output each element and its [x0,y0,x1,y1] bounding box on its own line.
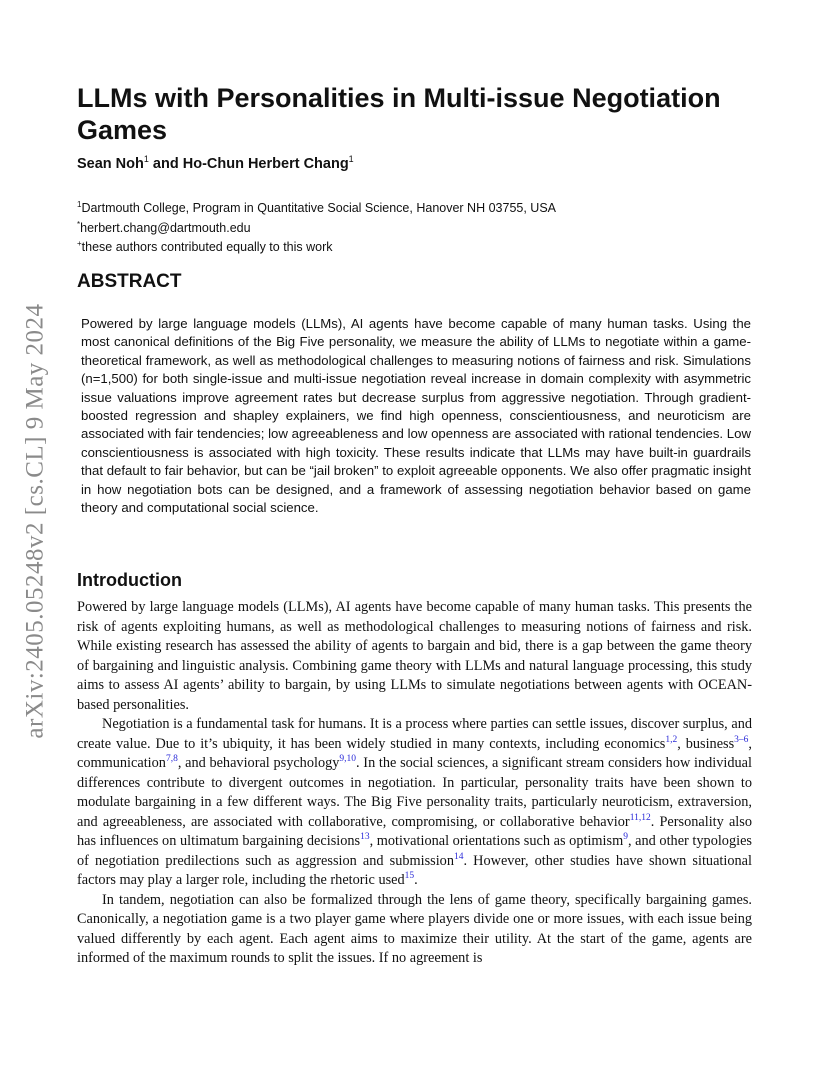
citation-link[interactable]: 14 [453,851,464,862]
citation-link[interactable]: 9 [623,832,628,843]
paragraph-1: Powered by large language models (LLMs), AI agents have become capable of many human tasks. This presents the risk of agents exploiting humans, as well as methodological challenges to measuring notions of fairness and risk. While existing research has assessed the ability of agents to bargain and bid, there is a gap between the game theory of bargaining and linguistic analysis. Combining game theory with LLMs and natural language processing, this study aims to assess AI agents’ ability to bargain, by using LLMs to simulate negotiations between agents with OCEAN-based personalities. [77,599,752,713]
paragraph-2-text: . Personality also has influences on ultimatum bargaining decisions [77,813,752,849]
affiliation-mark: + [77,239,82,249]
abstract-heading: ABSTRACT [77,271,182,292]
equal-contribution-text: these authors contributed equally to this work [81,240,333,255]
affiliation-mark: 1 [77,200,82,209]
author-name: Ho-Chun Herbert Chang [182,155,349,172]
paragraph-2-text: , motivational orientations such as optimism [369,833,624,849]
citation-link[interactable]: 9,10 [339,754,357,765]
affiliations [77,197,757,256]
citation-link[interactable]: 7,8 [165,754,178,765]
arxiv-identifier: arXiv:2405.05248v2 [cs.CL] 9 May 2024 [22,303,49,739]
affiliation-text: Dartmouth College, Program in Quantitative Social Science, Hanover NH 03755, USA [81,201,556,216]
author-list [77,154,354,172]
citation-link[interactable]: 1,2 [665,734,678,745]
abstract-text: Powered by large language models (LLMs), AI agents have become capable of many human tasks. Using the most canonical definitions of the Big Five personality, we measure the ability of LLMs to negotiate within a game-theoretical framework, as well as methodological challenges to measuring notions of fairness and risk. Simulations (n=1,500) for both single-issue and multi-issue negotiation reveal increase in domain complexity with asymmetric issue valuations improve agreement rates but decrease surplus from aggressive negotiation. Through gradient-boosted regression and shapley explainers, we find high openness, conscientiousness, and neuroticism are associated with fair tendencies; low agreeableness and low openness are associated with rational tendencies. Low conscientiousness is associated with high toxicity. These results indicate that LLMs may have built-in guardrails that default to fair behavior, but can be “jail broken” to exploit agreeable opponents. We also offer pragmatic insight in how negotiation bots can be designed, and a framework of assessing negotiation behavior based on game theory and computational social science. [81,316,751,516]
corresponding-email: herbert.chang@dartmouth.edu [80,220,251,235]
affiliation-line [77,197,757,217]
equal-contribution-note [77,236,757,256]
arxiv-sidebar-stamp [22,286,50,756]
affiliation-mark: * [77,219,81,229]
paragraph-2-text: . In the social sciences, a significant stream considers how individual differences contribute to divergent outcomes in negotiation. In particular, personality traits have been shown to modulate bargaining in a few different ways. The Big Five personality traits, particularly neuroticism, extraversion, and agreeableness, are associated with collaborative, compromising, or collaborative behavior [77,755,752,830]
corresponding-email-line [77,217,757,237]
citation-link[interactable]: 15 [404,871,415,882]
author-name: Sean Noh [77,155,144,172]
paragraph-2-text: , business [677,735,735,752]
author-affiliation-mark: 1 [348,154,354,164]
citation-link[interactable]: 3–6 [734,734,749,745]
paragraph-2-text: . [414,872,418,888]
paper-title: LLMs with Personalities in Multi-issue Negotiation Games [77,83,721,145]
introduction-body [77,598,752,969]
paragraph-3: In tandem, negotiation can also be formalized through the lens of game theory, specifically bargaining games. Canonically, a negotiation game is a two player game where players divide one or more issues, with each issue being valued differently by each agent. Each agent aims to maximize their utility. At the start of the game, agents are informed of the maximum rounds to split the issues. If no agreement is [77,891,752,966]
paragraph-2-text: . However, other studies have shown situational factors may play a larger role, including the rhetoric used [77,852,752,888]
introduction-heading: Introduction [77,570,182,590]
author-affiliation-mark: 1 [143,154,149,164]
paragraph-2-text: , and behavioral psychology [177,755,340,771]
citation-link[interactable]: 13 [360,832,370,843]
author-conjunction: and [152,155,179,172]
paragraph-2-text: , and other typologies of negotiation predilections such as aggression and submission [77,833,752,869]
paragraph-2 [77,715,752,891]
paragraph-2-text: Negotiation is a fundamental task for humans. It is a process where parties can settle issues, discover surplus, and create value. Due to it’s ubiquity, it has been widely studied in many contexts, including economics [77,716,752,752]
paragraph-2-text: , communication [77,735,752,771]
citation-link[interactable]: 11,12 [629,812,651,823]
